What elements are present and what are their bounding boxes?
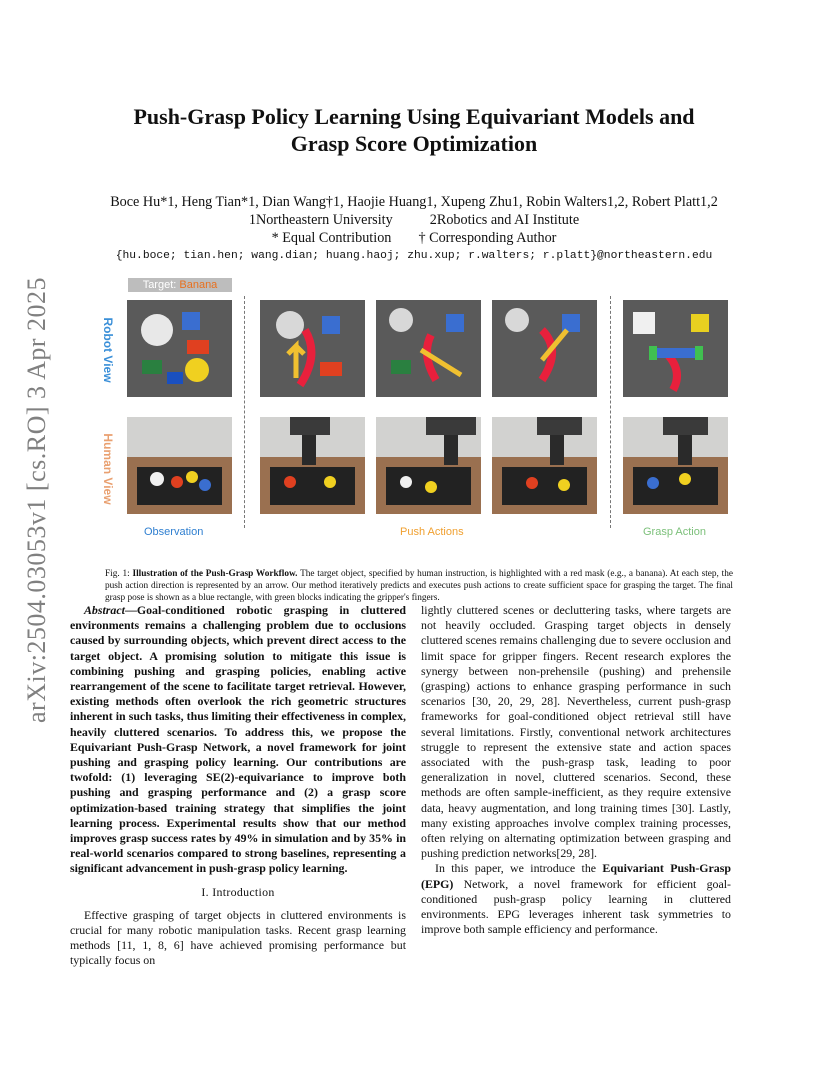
equal-contribution: * Equal Contribution [271,230,392,246]
figure-1 [100,276,740,544]
human-view-image-4 [492,417,597,514]
author-emails: {hu.boce; tian.hen; wang.dian; huang.haoj; zhu.xup; r.walters; r.platt}@northeastern.edu [115,250,713,262]
corresponding-author: † Corresponding Author [418,230,557,246]
author-block [90,193,738,247]
title-line-1: Push-Grasp Policy Learning Using Equivariant Models and [133,104,695,129]
p2-bold: Equivariant Push-Grasp (EPG) [421,861,731,891]
robot-view-image-1 [127,300,232,397]
p2-post: Network, a novel framework for efficient goal-conditioned push-grasp policy learning in cluttered environments. EPG leverages inherent task symmetries to improve both sample efficiency and performance. [421,876,731,937]
human-view-image-2 [260,417,365,514]
target-value: Banana [179,279,218,291]
arxiv-identifier: arXiv:2504.03053v1 [cs.RO] 3 Apr 2025 [22,276,51,724]
affiliation-1: 1Northeastern University [248,212,393,228]
human-view-image-5 [623,417,728,514]
section-heading: I. Introduction [201,884,275,899]
divider-2 [610,296,611,528]
affiliation-2: 2Robotics and AI Institute [429,212,580,228]
caption-bold: Illustration of the Push-Grasp Workflow. [132,569,298,579]
paper-title [90,103,738,157]
author-list: Boce Hu*1, Heng Tian*1, Dian Wang†1, Haojie Huang1, Xupeng Zhu1, Robin Walters1,2, Robert Platt1,2 [110,194,718,210]
caption-text: The target object, specified by human instruction, is highlighted with a red mask (e.g., a banana). At each step, the push action direction is represented by an arrow. Our method iteratively predicts and executes push actions to create sufficient space for grasping the target. The final grasp pose is shown as a blue rectangle, with green blocks indicating the gripper's fingers. [105,569,733,603]
contribution-notes [90,229,738,247]
robot-view-image-2 [260,300,365,397]
title-line-2: Grasp Score Optimization [290,131,538,156]
intro-paragraph-left: Effective grasping of target objects in cluttered environments is crucial for many robotic manipulation tasks. Recent grasp learning methods [11, 1, 8, 6] have achieved promising performance but typically focus on [70,907,406,968]
affiliations [90,211,738,229]
divider-1 [244,296,245,528]
abstract-label: Abstract [84,603,125,617]
p2-pre: In this paper, we introduce the [435,861,603,876]
human-view-image-1 [127,417,232,514]
robot-view-image-3 [376,300,481,397]
robot-view-image-4 [492,300,597,397]
robot-view-label: Robot View [101,317,115,383]
caption-label: Fig. 1: [105,569,133,579]
right-column [421,603,731,937]
label-push-actions: Push Actions [400,526,464,538]
abstract [70,603,406,877]
target-prefix: Target: [142,279,180,291]
robot-view-image-5 [623,300,728,397]
target-tag [128,278,232,292]
label-grasp-action: Grasp Action [643,526,706,538]
human-view-label: Human View [101,433,115,505]
left-column [70,603,406,969]
human-view-image-3 [376,417,481,514]
abstract-text: —Goal-conditioned robotic grasping in cluttered environments remains a challenging problem due to occlusions caused by surrounding objects, which prevent direct access to the target object. A promising solution to mitigate this issue is combining pushing and grasping policies, enabling active rearrangement of the scene to facilitate target retrieval. However, existing methods often overlook the rich geometric structures inherent in such tasks, thus limiting their effectiveness in complex, heavily cluttered scenarios. To address this, we propose the Equivariant Push-Grasp Network, a novel framework for joint pushing and grasping policy learning. Our contributions are twofold: (1) leveraging SE(2)-equivariance to improve both pushing and grasping performance and (2) a grasp score optimization-based training strategy that simplifies the joint learning process. Experimental results show that our method improves grasp success rates by 49% in simulation and by 35% in real-world scenarios compared to strong baselines, representing a significant advancement in push-grasp policy learning. [70,603,406,876]
figure-caption [105,568,733,604]
intro-paragraph-right-1: lightly cluttered scenes or decluttering tasks, where targets are not heavily occluded. Grasping target objects in densely cluttered scenes remains challenging due to severe occlusion and limit space for gripper fingers. Recent research explores the synergy between non-prehensile (pushing) and prehensile (grasping) actions to enhance grasping performance in such scenarios [30, 20, 29, 28]. Nevertheless, current push-grasp frameworks for goal-conditioned object retrieval still have several limitations. Firstly, conventional network architectures struggle to represent the extensive state and action spaces associated with the push-grasp task, leading to poor generalization in novel, cluttered scenarios. Second, these methods are often sample-inefficient, as they require extensive data, heavy augmentation, and long training times [30]. Lastly, many existing approaches involve complex training processes, often relying on alternating optimization between grasping and pushing prediction networks[29, 28]. [421,603,731,861]
label-observation: Observation [144,526,204,538]
intro-paragraph-right-2 [421,861,731,937]
